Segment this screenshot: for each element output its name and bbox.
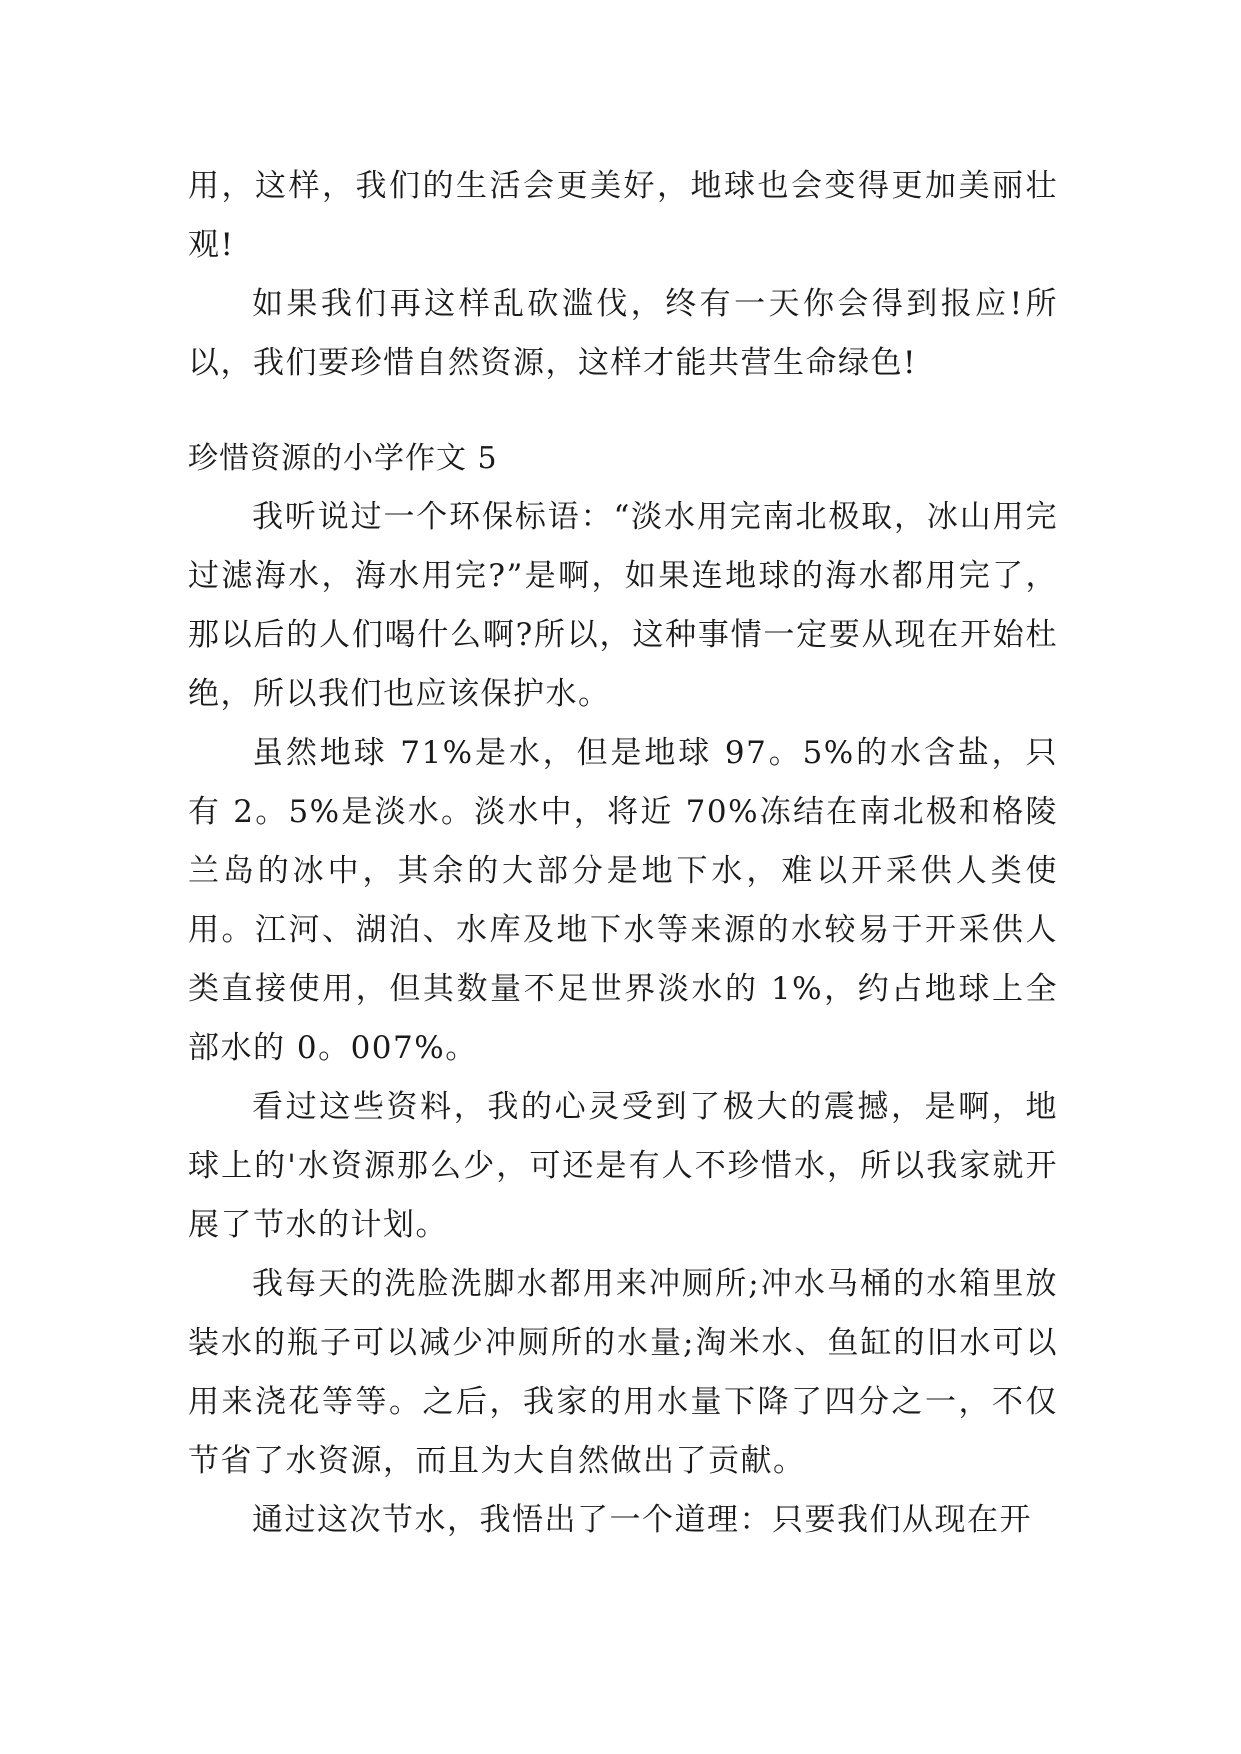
paragraph-continuation: 用，这样，我们的生活会更美好，地球也会变得更加美丽壮观! (188, 168, 1058, 263)
document-body (188, 157, 1058, 1550)
essay-title: 珍惜资源的小学作文 5 (188, 441, 498, 476)
paragraph: 我听说过一个环保标语：“淡水用完南北极取，冰山用完过滤海水，海水用完?”是啊，如果连地球的海水都用完了，那以后的人们喝什么啊?所以，这种事情一定要从现在开始杜绝，所以我们也应该保护水。 (188, 499, 1058, 712)
paragraph: 看过这些资料，我的心灵受到了极大的震撼，是啊，地球上的'水资源那么少，可还是有人不珍惜水，所以我家就开展了节水的计划。 (188, 1089, 1058, 1243)
paragraph: 我每天的洗脸洗脚水都用来冲厕所;冲水马桶的水箱里放装水的瓶子可以减少冲厕所的水量;淘米水、鱼缸的旧水可以用来浇花等等。之后，我家的用水量下降了四分之一，不仅节省了水资源，而且为大自然做出了贡献。 (188, 1266, 1058, 1479)
paragraph: 通过这次节水，我悟出了一个道理：只要我们从现在开 (252, 1502, 1032, 1538)
paragraph: 如果我们再这样乱砍滥伐，终有一天你会得到报应!所以，我们要珍惜自然资源，这样才能共营生命绿色! (188, 286, 1058, 381)
paragraph: 虽然地球 71%是水，但是地球 97。5%的水含盐，只有 2。5%是淡水。淡水中，将近 70%冻结在南北极和格陵兰岛的冰中，其余的大部分是地下水，难以开采供人类使用。江河、湖泊、水库及地下水等来源的水较易于开采供人类直接使用，但其数量不足世界淡水的 1%，约占地球上全部水的 0。007%。 (188, 735, 1058, 1066)
